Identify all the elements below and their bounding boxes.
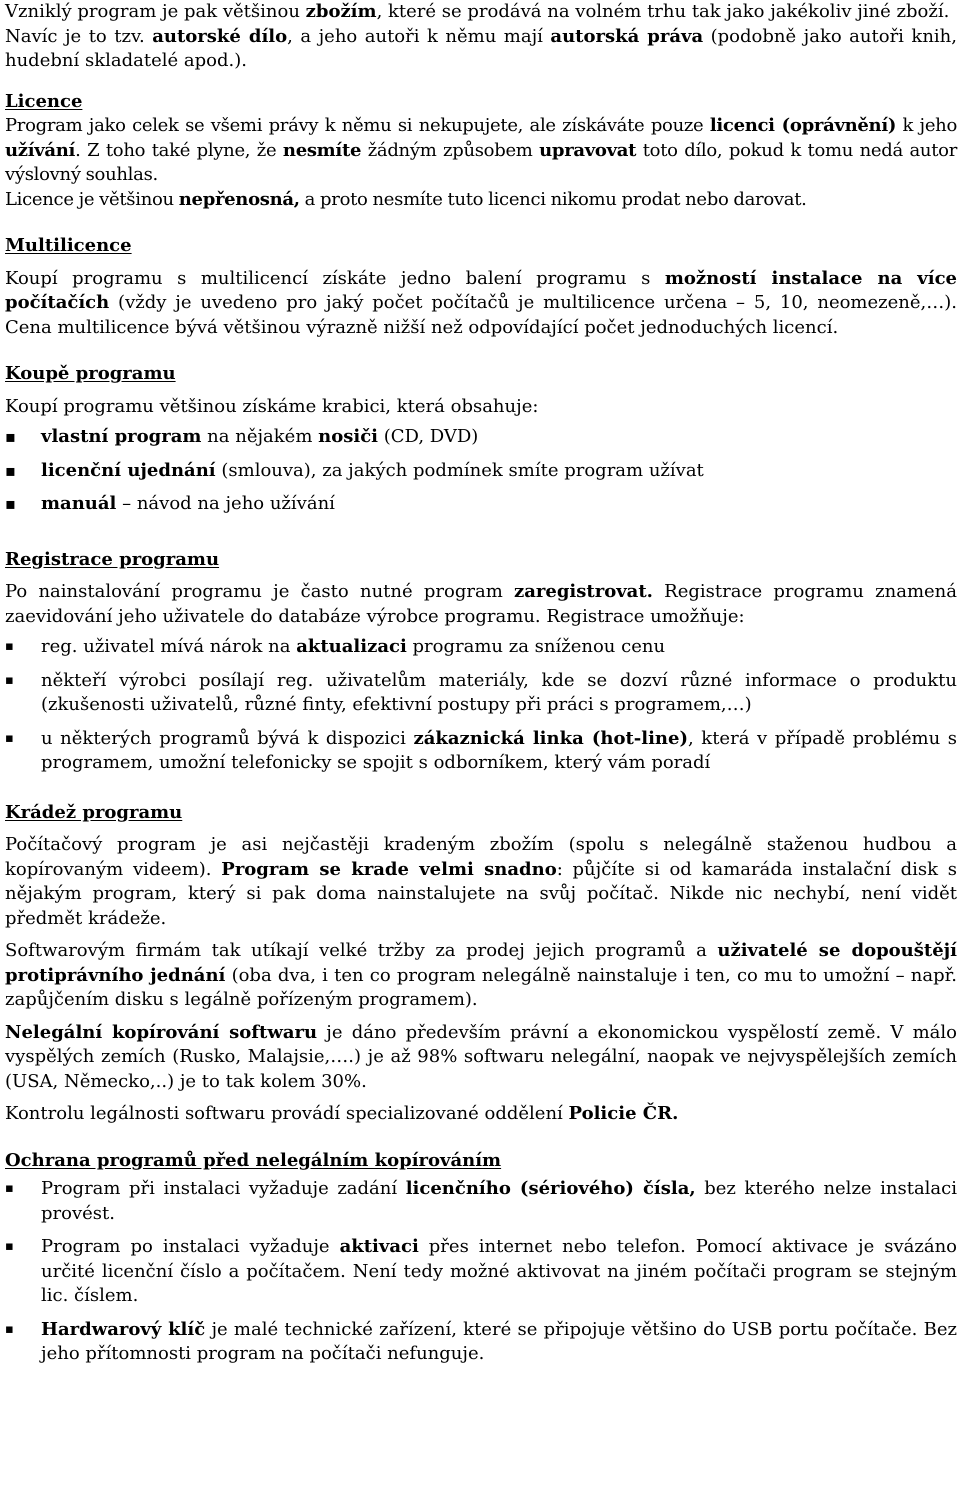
list-item (5, 669, 957, 718)
bullet-icon: ▪ (5, 427, 16, 446)
text-run: Softwarovým firmám tak utíkají velké tržby za prodej jejich programů a (5, 940, 718, 961)
registrace-list (5, 635, 957, 776)
text-run: (smlouva), za jakých podmínek smíte program užívat (215, 459, 704, 481)
text-run: toto dílo, pokud k tomu nedá autor výslovný souhlas. (5, 139, 957, 185)
licence-paragraph-1 (5, 114, 957, 188)
bold-text: autorská práva (550, 25, 704, 47)
bold-text: uživatelé se dopouštějí protiprávního jednání (5, 940, 957, 986)
text-run: , a jeho autoři k němu mají (287, 25, 551, 47)
text-run: , která v případě problému s programem, umožní telefonicky se spojit s odborníkem, který vám poradí (41, 727, 957, 773)
licence-paragraph-2 (5, 188, 957, 213)
text-run: Kontrolu legálnosti softwaru provádí specializované oddělení (5, 1103, 569, 1124)
text-run: u některých programů bývá k dispozici (41, 727, 414, 749)
text-run: (CD, DVD) (378, 426, 479, 447)
list-item (5, 1318, 957, 1367)
bullet-icon: ▪ (5, 1181, 14, 1196)
text-run: žádným způsobem (361, 139, 540, 161)
registrace-paragraph (5, 580, 957, 629)
text-run: přes internet nebo telefon. Pomocí aktivace je svázáno určité licenční číslo a počítačem. Není tedy možné aktivovat na jiném počítači program se stejným lic. číslem. (41, 1236, 957, 1306)
text-run: na nějakém (201, 426, 319, 447)
section-heading-multilicence: Multilicence (5, 235, 132, 256)
bold-text: Nelegální kopírování softwaru (5, 1021, 318, 1043)
text-run: : půjčíte si od kamaráda instalační disk s nějakým program, který si pak doma nainstalujete na svůj počítač. Nikde nic nechybí, není vidět předmět krádeže. (5, 858, 957, 929)
list-item (5, 492, 957, 517)
text-run: Program při instalaci vyžaduje zadání (41, 1178, 406, 1199)
bold-text: zaregistrovat. (514, 581, 653, 602)
text-run: bez kterého nelze instalaci provést. (41, 1178, 957, 1224)
text-run: někteří výrobci posílají reg. uživatelům materiály, kde se dozví různé informace o produktu (zkušenosti uživatelů, různé finty, efektivní postupy při práci s programem,…) (41, 669, 957, 715)
text-run: . Z toho také plyne, že (75, 139, 283, 161)
bold-text: autorské dílo (152, 25, 288, 47)
kradez-paragraph-2 (5, 939, 957, 1013)
text-run: Navíc je to tzv. (5, 25, 153, 47)
koupe-list (5, 425, 957, 517)
bold-text: užívání (5, 139, 76, 161)
list-item (5, 727, 957, 776)
list-item (5, 635, 957, 660)
list-item (5, 1177, 957, 1226)
bullet-icon: ▪ (5, 672, 14, 688)
bullet-icon: ▪ (5, 460, 16, 480)
bold-text: nosiči (318, 426, 379, 447)
bullet-icon: ▪ (5, 494, 16, 513)
bold-text: aktualizaci (296, 636, 407, 657)
text-run: je dáno především právní a ekonomickou vyspělostí země. V málo vyspělých zemích (Rusko, Malajsie,….) je až 98% softwaru nelegální, naopak ve nejvyspělejších zemích (USA, Německo,..) je to tak kolem 30%. (5, 1021, 957, 1092)
bold-text: upravovat (539, 139, 637, 161)
text-run: reg. uživatel mívá nárok na (41, 636, 297, 657)
text-run: – návod na jeho užívání (116, 493, 335, 514)
text-run: je malé technické zařízení, které se připojuje většino do USB portu počítače. Bez jeho přítomnosti program na počítači nefunguje. (41, 1318, 957, 1364)
bold-text: zbožím (305, 1, 377, 22)
bold-text: licenčního (sériového) čísla, (405, 1178, 696, 1199)
list-item (5, 1235, 957, 1309)
text-run: k jeho (896, 115, 958, 136)
bold-text: Policie ČR. (568, 1103, 679, 1124)
bold-text: licenci (oprávnění) (709, 115, 897, 136)
list-item (5, 425, 957, 450)
text-run: Registrace programu znamená zaevidování jeho uživatele do databáze výrobce programu. Registrace umožňuje: (5, 581, 957, 627)
text-run: Program jako celek se všemi právy k němu si nekupujete, ale získáváte pouze (5, 115, 710, 136)
text-run: (vždy je uvedeno pro jaký počet počítačů je multilicence určena – 5, 10, neomezeně,…). Cena multilicence bývá většinou výrazně nižší než odpovídající počet jednoduchých licencí. (5, 292, 957, 338)
text-run: (oba dva, i ten co program nelegálně nainstaluje i ten, co mu to umožní – např. zapůjčením disku s legálně pořízeným programem). (5, 964, 957, 1010)
bold-text: aktivaci (339, 1236, 419, 1257)
bullet-icon: ▪ (5, 1321, 14, 1337)
bullet-icon: ▪ (5, 1239, 14, 1254)
bullet-icon: ▪ (5, 639, 14, 654)
bold-text: Program se krade velmi snadno (221, 858, 557, 880)
intro-paragraph-1 (5, 0, 957, 25)
koupe-intro: Koupí programu většinou získáme krabici, která obsahuje: (5, 395, 539, 417)
section-heading-licence: Licence (5, 90, 83, 112)
multilicence-paragraph (5, 267, 957, 341)
bullet-icon: ▪ (5, 730, 14, 746)
section-heading-registrace: Registrace programu (5, 548, 220, 570)
bold-text: nesmíte (282, 139, 362, 161)
bold-text: možností instalace na více počítačích (5, 267, 957, 313)
document-page (5, 0, 957, 1376)
bold-text: manuál (41, 493, 117, 514)
text-run: Koupí programu s multilicencí získáte jedno balení programu s (5, 267, 665, 289)
text-run: , které se prodává na volném trhu tak jako jakékoliv jiné zboží. (376, 1, 950, 22)
text-run: Licence je většinou (5, 188, 179, 210)
section-heading-koupe: Koupě programu (5, 363, 176, 384)
ochrana-list (5, 1177, 957, 1367)
text-run: Počítačový program je asi nejčastěji kradeným zbožím (spolu s nelegálně staženou hudbou a kopírovaným videem). (5, 834, 957, 880)
intro-paragraph-2 (5, 25, 957, 74)
text-run: Program po instalaci vyžaduje (41, 1236, 340, 1257)
bold-text: nepřenosná, (178, 188, 300, 210)
bold-text: licenční ujednání (41, 459, 216, 481)
text-run: Po nainstalování programu je často nutné program (5, 581, 515, 602)
text-run: a proto nesmíte tuto licenci nikomu prodat nebo darovat. (299, 188, 807, 210)
text-run: Vzniklý program je pak většinou (5, 1, 306, 22)
section-heading-kradez: Krádež programu (5, 801, 183, 823)
list-item (5, 459, 957, 484)
bold-text: vlastní program (41, 426, 202, 447)
text-run: (podobně jako autoři knih, hudební skladatelé apod.). (5, 25, 957, 71)
bold-text: zákaznická linka (hot-line) (413, 727, 688, 749)
section-heading-ochrana: Ochrana programů před nelegálním kopírováním (5, 1149, 502, 1171)
kradez-paragraph-4 (5, 1102, 957, 1127)
bold-text: Hardwarový klíč (41, 1318, 206, 1340)
kradez-paragraph-1 (5, 833, 957, 931)
kradez-paragraph-3 (5, 1021, 957, 1095)
text-run: programu za sníženou cenu (406, 636, 666, 657)
